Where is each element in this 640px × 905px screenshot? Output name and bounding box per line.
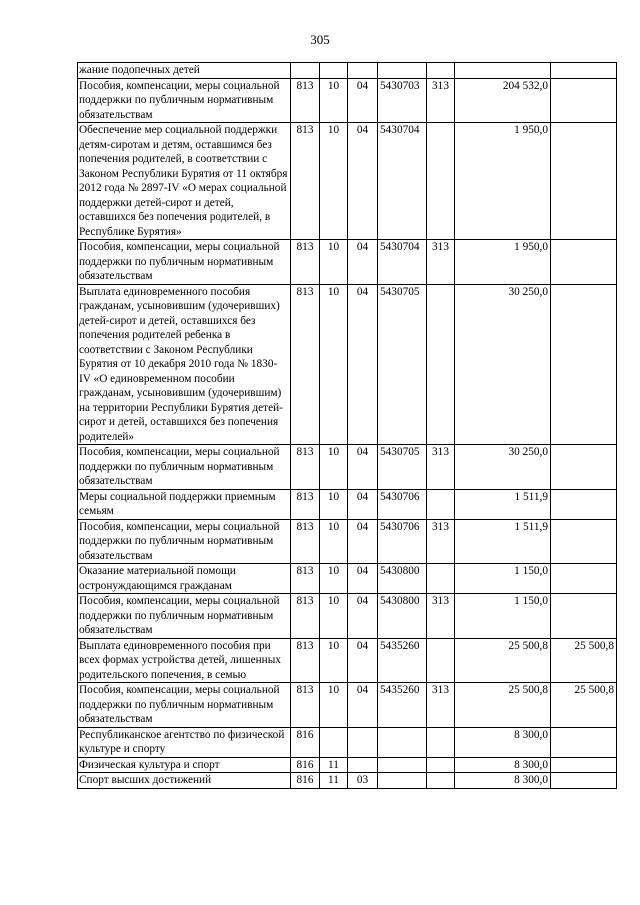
ministry-code-cell: 816 [291, 757, 320, 773]
table-row [78, 63, 617, 79]
table-row [78, 123, 617, 240]
expense-type-cell [427, 638, 455, 683]
section-cell: 10 [320, 240, 348, 285]
section-cell: 10 [320, 519, 348, 564]
section-cell: 11 [320, 773, 348, 789]
row-name-cell: Пособия, компенсации, меры социальной поддержки по публичным нормативным обязательствам [78, 445, 291, 490]
ministry-code-cell: 813 [291, 683, 320, 728]
amount-federal-cell [551, 727, 617, 757]
page-number: 305 [310, 32, 330, 47]
budget-table [77, 62, 617, 789]
table-row [78, 727, 617, 757]
table-row [78, 564, 617, 594]
ministry-code-cell: 813 [291, 594, 320, 639]
amount-federal-cell [551, 63, 617, 79]
amount-cell: 1 950,0 [455, 123, 551, 240]
amount-federal-cell [551, 284, 617, 445]
row-name-cell: Меры социальной поддержки приемным семьям [78, 489, 291, 519]
subsection-cell: 04 [348, 683, 378, 728]
section-cell [320, 727, 348, 757]
expense-type-cell: 313 [427, 445, 455, 490]
ministry-code-cell: 813 [291, 489, 320, 519]
target-article-cell [378, 773, 427, 789]
expense-type-cell: 313 [427, 78, 455, 123]
table-row [78, 594, 617, 639]
expense-type-cell [427, 123, 455, 240]
ministry-code-cell: 813 [291, 445, 320, 490]
expense-type-cell [427, 63, 455, 79]
amount-cell: 8 300,0 [455, 727, 551, 757]
table-row [78, 519, 617, 564]
ministry-code-cell: 813 [291, 638, 320, 683]
table-row [78, 489, 617, 519]
amount-federal-cell [551, 123, 617, 240]
row-name-cell: Выплата единовременного пособия гражданам, усыновившим (удочеривших) детей-сирот и детей, оставшихся без попечения родителей ребенка в соответствии с Законом Республики Бурятия от 10 декабря 2010 года № 1830-IV «О единовременном пособии гражданам, усыновившим (удочерившим) на территории Республики Бурятия детей-сирот и детей, оставшихся без попечения родителей» [78, 284, 291, 445]
target-article-cell: 5430704 [378, 240, 427, 285]
amount-cell: 30 250,0 [455, 445, 551, 490]
row-name-cell: Пособия, компенсации, меры социальной поддержки по публичным нормативным обязательствам [78, 519, 291, 564]
amount-federal-cell: 25 500,8 [551, 638, 617, 683]
table-row [78, 638, 617, 683]
expense-type-cell [427, 773, 455, 789]
amount-cell: 204 532,0 [455, 78, 551, 123]
ministry-code-cell: 813 [291, 240, 320, 285]
row-name-cell: Физическая культура и спорт [78, 757, 291, 773]
ministry-code-cell: 813 [291, 284, 320, 445]
amount-federal-cell [551, 78, 617, 123]
amount-federal-cell [551, 594, 617, 639]
section-cell: 11 [320, 757, 348, 773]
subsection-cell: 04 [348, 240, 378, 285]
section-cell: 10 [320, 683, 348, 728]
section-cell: 10 [320, 284, 348, 445]
row-name-cell: Пособия, компенсации, меры социальной поддержки по публичным нормативным обязательствам [78, 240, 291, 285]
table-row [78, 683, 617, 728]
section-cell: 10 [320, 445, 348, 490]
amount-cell: 1 950,0 [455, 240, 551, 285]
amount-federal-cell [551, 757, 617, 773]
ministry-code-cell: 813 [291, 564, 320, 594]
row-name-cell: Спорт высших достижений [78, 773, 291, 789]
amount-cell: 1 150,0 [455, 564, 551, 594]
subsection-cell: 03 [348, 773, 378, 789]
amount-cell: 1 511,9 [455, 489, 551, 519]
target-article-cell [378, 63, 427, 79]
expense-type-cell: 313 [427, 519, 455, 564]
section-cell: 10 [320, 564, 348, 594]
amount-cell: 1 511,9 [455, 519, 551, 564]
ministry-code-cell: 816 [291, 773, 320, 789]
subsection-cell: 04 [348, 564, 378, 594]
subsection-cell: 04 [348, 489, 378, 519]
target-article-cell: 5430705 [378, 284, 427, 445]
amount-cell: 25 500,8 [455, 638, 551, 683]
target-article-cell: 5430706 [378, 519, 427, 564]
subsection-cell: 04 [348, 445, 378, 490]
amount-cell: 30 250,0 [455, 284, 551, 445]
table-row [78, 757, 617, 773]
amount-cell: 8 300,0 [455, 773, 551, 789]
target-article-cell [378, 727, 427, 757]
expense-type-cell [427, 284, 455, 445]
target-article-cell: 5430703 [378, 78, 427, 123]
section-cell [320, 63, 348, 79]
row-name-cell: Пособия, компенсации, меры социальной поддержки по публичным нормативным обязательствам [78, 594, 291, 639]
amount-federal-cell [551, 489, 617, 519]
target-article-cell: 5430706 [378, 489, 427, 519]
ministry-code-cell: 816 [291, 727, 320, 757]
row-name-cell: Оказание материальной помощи остронуждающимся гражданам [78, 564, 291, 594]
subsection-cell: 04 [348, 519, 378, 564]
ministry-code-cell: 813 [291, 123, 320, 240]
table-row [78, 284, 617, 445]
amount-cell: 25 500,8 [455, 683, 551, 728]
target-article-cell: 5435260 [378, 683, 427, 728]
target-article-cell: 5430705 [378, 445, 427, 490]
target-article-cell [378, 757, 427, 773]
section-cell: 10 [320, 594, 348, 639]
section-cell: 10 [320, 638, 348, 683]
amount-federal-cell [551, 564, 617, 594]
row-name-cell: Выплата единовременного пособия при всех формах устройства детей, лишенных родительского попечения, в семью [78, 638, 291, 683]
section-cell: 10 [320, 489, 348, 519]
section-cell: 10 [320, 78, 348, 123]
expense-type-cell [427, 757, 455, 773]
amount-federal-cell [551, 773, 617, 789]
row-name-cell: Республиканское агентство по физической культуре и спорту [78, 727, 291, 757]
ministry-code-cell [291, 63, 320, 79]
amount-federal-cell: 25 500,8 [551, 683, 617, 728]
expense-type-cell [427, 489, 455, 519]
subsection-cell [348, 757, 378, 773]
amount-federal-cell [551, 240, 617, 285]
table-row [78, 78, 617, 123]
row-name-cell: Пособия, компенсации, меры социальной поддержки по публичным нормативным обязательствам [78, 683, 291, 728]
target-article-cell: 5430704 [378, 123, 427, 240]
amount-cell: 8 300,0 [455, 757, 551, 773]
ministry-code-cell: 813 [291, 78, 320, 123]
table-row [78, 445, 617, 490]
target-article-cell: 5430800 [378, 564, 427, 594]
amount-federal-cell [551, 445, 617, 490]
expense-type-cell [427, 564, 455, 594]
table-row [78, 240, 617, 285]
row-name-cell: Пособия, компенсации, меры социальной поддержки по публичным нормативным обязательствам [78, 78, 291, 123]
amount-cell [455, 63, 551, 79]
expense-type-cell: 313 [427, 240, 455, 285]
table-body [78, 63, 617, 789]
target-article-cell: 5435260 [378, 638, 427, 683]
subsection-cell: 04 [348, 638, 378, 683]
row-name-cell: Обеспечение мер социальной поддержки детям-сиротам и детям, оставшимся без попечения родителей, в соответствии с Законом Республики Бурятия от 11 октября 2012 года № 2897-IV «О мерах социальной поддержки детей-сирот и детей, оставшихся без попечения родителей, в Республике Бурятия» [78, 123, 291, 240]
subsection-cell: 04 [348, 594, 378, 639]
table-row [78, 773, 617, 789]
ministry-code-cell: 813 [291, 519, 320, 564]
expense-type-cell: 313 [427, 594, 455, 639]
expense-type-cell [427, 727, 455, 757]
amount-cell: 1 150,0 [455, 594, 551, 639]
section-cell: 10 [320, 123, 348, 240]
subsection-cell: 04 [348, 123, 378, 240]
subsection-cell [348, 727, 378, 757]
subsection-cell [348, 63, 378, 79]
amount-federal-cell [551, 519, 617, 564]
subsection-cell: 04 [348, 78, 378, 123]
target-article-cell: 5430800 [378, 594, 427, 639]
subsection-cell: 04 [348, 284, 378, 445]
expense-type-cell: 313 [427, 683, 455, 728]
row-name-cell: жание подопечных детей [78, 63, 291, 79]
